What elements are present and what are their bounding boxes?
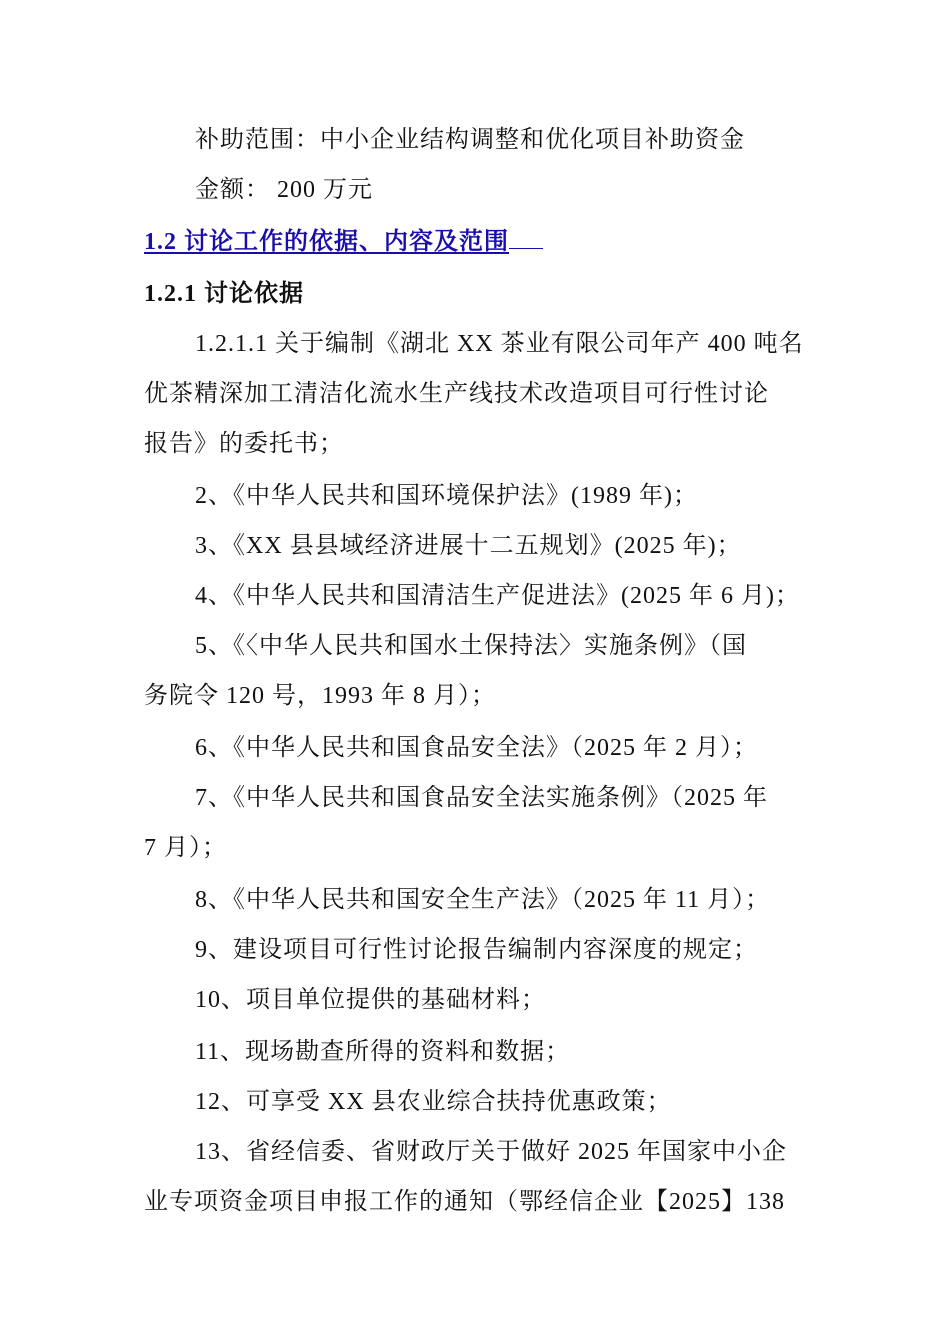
basis-item-5-line-1: 5、《〈中华人民共和国水土保持法〉实施条例》（国: [195, 633, 747, 659]
heading-underline-tail: [509, 247, 543, 249]
basis-item-12: 12、可享受 XX 县农业综合扶持优惠政策；: [195, 1089, 672, 1115]
section-heading-link[interactable]: [144, 226, 543, 258]
basis-item-1-line-3: 报告》的委托书；: [144, 431, 344, 457]
basis-item-8: 8、《中华人民共和国安全生产法》（2025 年 11 月）；: [195, 887, 771, 913]
basis-item-9: 9、建设项目可行性讨论报告编制内容深度的规定；: [195, 937, 758, 963]
basis-item-13-line-2: 业专项资金项目申报工作的通知（鄂经信企业【2025】138: [144, 1189, 785, 1215]
basis-item-2: 2、《中华人民共和国环境保护法》(1989 年)；: [195, 483, 698, 509]
subsection-heading: 1.2.1 讨论依据: [144, 281, 304, 307]
basis-item-7-line-2: 7 月）；: [144, 835, 227, 861]
basis-item-1-line-2: 优茶精深加工清洁化流水生产线技术改造项目可行性讨论: [144, 381, 769, 407]
subsidy-scope-text: 补助范围：中小企业结构调整和优化项目补助资金: [195, 127, 745, 153]
basis-item-3: 3、《XX 县县域经济进展十二五规划》(2025 年)；: [195, 533, 742, 559]
basis-item-4: 4、《中华人民共和国清洁生产促进法》(2025 年 6 月)；: [195, 583, 800, 609]
basis-item-10: 10、项目单位提供的基础材料；: [195, 987, 546, 1013]
basis-item-6: 6、《中华人民共和国食品安全法》（2025 年 2 月）；: [195, 735, 758, 761]
basis-item-5-line-2: 务院令 120 号，1993 年 8 月）；: [144, 683, 496, 709]
basis-item-1-line-1: 1.2.1.1 关于编制《湖北 XX 茶业有限公司年产 400 吨名: [195, 331, 804, 357]
section-heading-text[interactable]: 1.2 讨论工作的依据、内容及范围: [144, 229, 509, 255]
basis-item-7-line-1: 7、《中华人民共和国食品安全法实施条例》（2025 年: [195, 785, 768, 811]
basis-item-11: 11、现场勘查所得的资料和数据；: [195, 1039, 571, 1065]
amount-text: 金额： 200 万元: [195, 177, 373, 203]
basis-item-13-line-1: 13、省经信委、省财政厅关于做好 2025 年国家中小企: [195, 1139, 787, 1165]
